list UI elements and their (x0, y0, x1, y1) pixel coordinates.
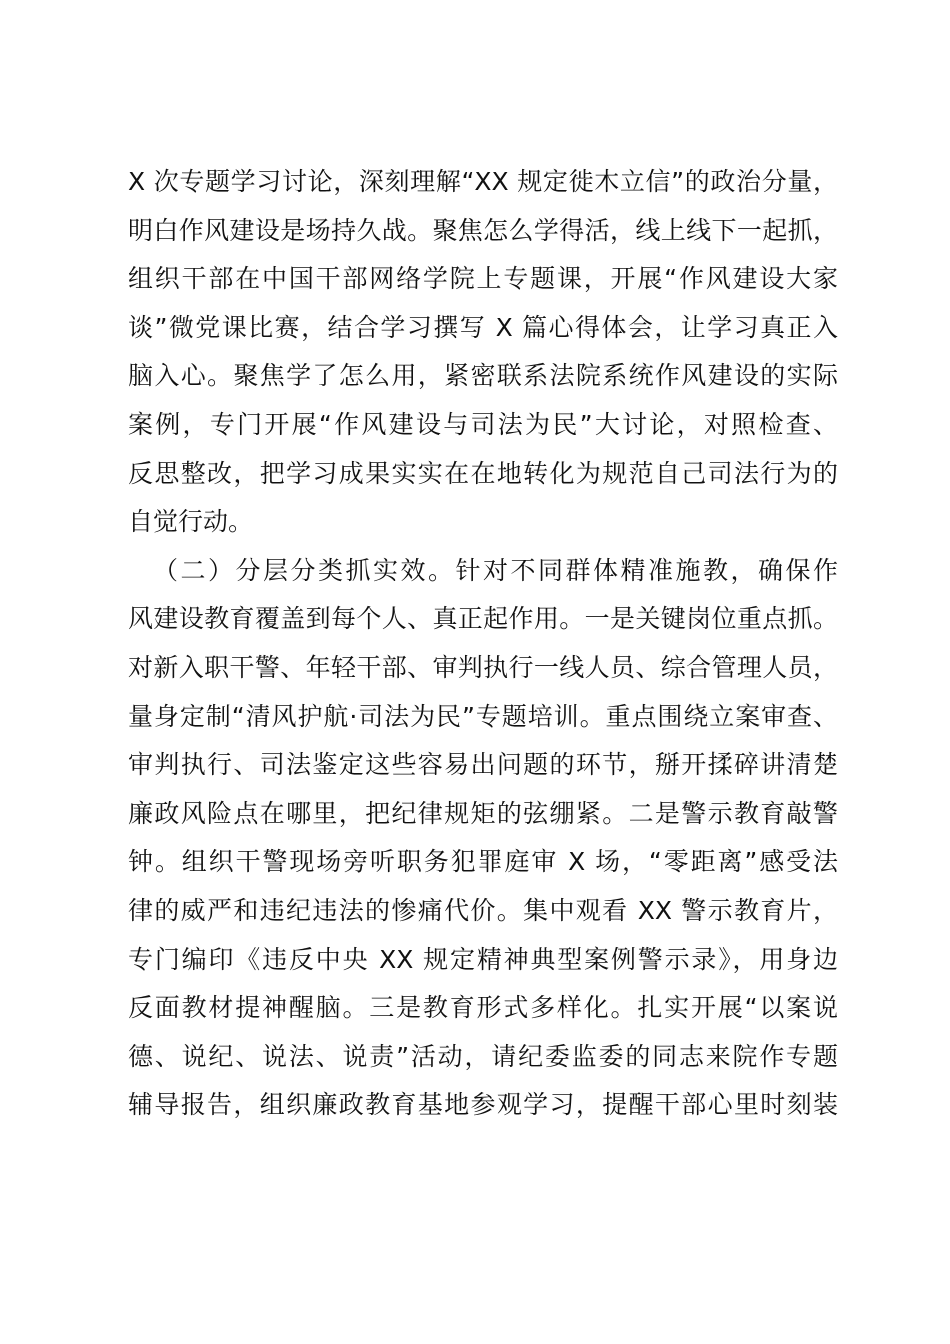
text-line: 律的威严和违纪违法的惨痛代价。集中观看 XX 警示教育片， (128, 895, 838, 925)
text-line: 风建设教育覆盖到每个人、真正起作用。一是关键岗位重点抓。 (128, 604, 838, 634)
text-line: 辅导报告，组织廉政教育基地参观学习，提醒干部心里时刻装 (128, 1090, 838, 1120)
text-line: 明白作风建设是场持久战。聚焦怎么学得活，线上线下一起抓， (128, 215, 838, 245)
text-line: 反思整改，把学习成果实实在在地转化为规范自己司法行为的 (128, 458, 838, 488)
document-body (128, 158, 838, 1130)
text-line: 钟。组织干警现场旁听职务犯罪庭审 X 场，“零距离”感受法 (128, 847, 838, 877)
text-line: 谈”微党课比赛，结合学习撰写 X 篇心得体会，让学习真正入 (128, 312, 838, 342)
text-line: 德、说纪、说法、说责”活动，请纪委监委的同志来院作专题 (128, 1041, 838, 1071)
text-line: 审判执行、司法鉴定这些容易出问题的环节，掰开揉碎讲清楚 (128, 750, 838, 780)
text-line: 专门编印《违反中央 XX 规定精神典型案例警示录》，用身边 (128, 944, 838, 974)
section-heading-line: （二）分层分类抓实效。针对不同群体精准施教，确保作 (153, 555, 838, 585)
text-line: 脑入心。聚焦学了怎么用，紧密联系法院系统作风建设的实际 (128, 361, 838, 391)
text-line: 反面教材提神醒脑。三是教育形式多样化。扎实开展“以案说 (128, 993, 838, 1023)
text-line: 廉政风险点在哪里，把纪律规矩的弦绷紧。二是警示教育敲警 (128, 798, 838, 828)
text-line: 案例，专门开展“作风建设与司法为民”大讨论，对照检查、 (128, 409, 838, 439)
text-line: 组织干部在中国干部网络学院上专题课，开展“作风建设大家 (128, 264, 838, 294)
text-line: 对新入职干警、年轻干部、审判执行一线人员、综合管理人员， (128, 652, 838, 682)
text-line: 自觉行动。 (128, 507, 254, 537)
text-line: X 次专题学习讨论，深刻理解“XX 规定徙木立信”的政治分量， (128, 167, 838, 196)
text-line: 量身定制“清风护航·司法为民”专题培训。重点围绕立案审查、 (128, 701, 838, 731)
